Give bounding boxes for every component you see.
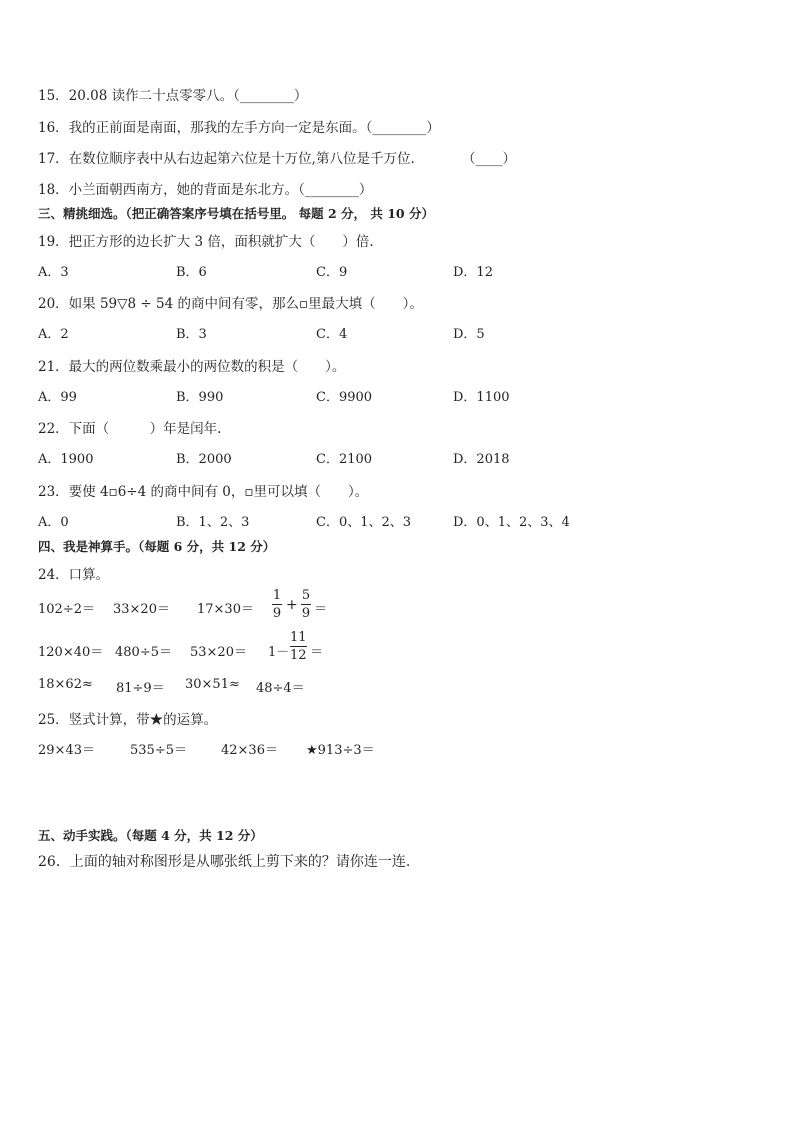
calc-item: 42×36＝ [221, 743, 278, 758]
question-25: 25．竖式计算，带★的运算。 [38, 712, 218, 728]
q23-option-a: A．0 [38, 515, 69, 530]
q19-option-d: D．12 [453, 265, 493, 280]
q23-option-d: D．0、1、2、3、4 [453, 515, 570, 530]
numerator: 5 [301, 588, 311, 603]
denominator: 9 [301, 606, 311, 621]
q21-option-b: B．990 [176, 390, 224, 405]
question-21: 21．最大的两位数乘最小的两位数的积是（ ）。 [38, 359, 346, 375]
question-16: 16．我的正前面是南面，那我的左手方向一定是东面。（________） [38, 120, 440, 136]
question-24: 24．口算。 [38, 567, 110, 583]
numerator: 1 [272, 588, 282, 603]
section-4-heading: 四、我是神算手。（每题 6 分，共 12 分） [38, 539, 276, 554]
question-18: 18．小兰面朝西南方，她的背面是东北方。（________） [38, 182, 373, 198]
q23-option-c: C．0、1、2、3 [316, 515, 412, 530]
denominator: 9 [272, 606, 282, 621]
calc-item: 535÷5＝ [130, 743, 187, 758]
q22-option-c: C．2100 [316, 452, 373, 467]
question-26: 26．上面的轴对称图形是从哪张纸上剪下来的？请你连一连. [38, 854, 411, 870]
q19-option-c: C．9 [316, 265, 348, 280]
calc-item: 29×43＝ [38, 743, 95, 758]
denominator: 12 [290, 648, 307, 663]
fraction-eleven-twelfths [290, 629, 307, 664]
q20-option-a: A．2 [38, 327, 69, 342]
plus-sign: + [286, 597, 298, 613]
calc-item: 102÷2＝ [38, 602, 95, 617]
calc-item: 30×51≈ [185, 677, 240, 692]
section-3-heading: 三、精挑细选。（把正确答案序号填在括号里。 每题 2 分， 共 10 分） [38, 206, 434, 221]
calc-item: 17×30＝ [197, 602, 254, 617]
fraction-one-ninth [272, 587, 282, 622]
question-22: 22．下面（ ）年是闰年. [38, 421, 222, 437]
q20-option-d: D．5 [453, 327, 485, 342]
equals-sign: ＝ [310, 645, 324, 660]
question-23: 23．要使 4▫6÷4 的商中间有 0，▫里可以填（ ）。 [38, 484, 369, 500]
question-19: 19．把正方形的边长扩大 3 倍，面积就扩大（ ）倍. [38, 234, 374, 250]
section-5-heading: 五、动手实践。（每题 4 分，共 12 分） [38, 828, 263, 843]
numerator: 11 [290, 630, 307, 645]
calc-item: 81÷9＝ [116, 681, 165, 696]
q22-option-b: B．2000 [176, 452, 232, 467]
calc-item: 53×20＝ [190, 645, 247, 660]
calc-item: 120×40＝ [38, 645, 104, 660]
q20-option-b: B．3 [176, 327, 207, 342]
q20-option-c: C．4 [316, 327, 348, 342]
q22-option-d: D．2018 [453, 452, 510, 467]
q19-option-a: A．3 [38, 265, 69, 280]
question-20: 20．如果 59▽8 ÷ 54 的商中间有零，那么▫里最大填（ ）。 [38, 296, 423, 312]
calc-item: ★913÷3＝ [306, 743, 375, 758]
q22-option-a: A．1900 [38, 452, 94, 467]
q21-option-a: A．99 [38, 390, 77, 405]
question-17-blank: （____） [462, 151, 516, 167]
question-15: 15．20.08 读作二十点零零八。（________） [38, 88, 308, 104]
question-17: 17．在数位顺序表中从右边起第六位是十万位,第八位是千万位. [38, 151, 415, 167]
q19-option-b: B．6 [176, 265, 207, 280]
calc-item: 480÷5＝ [115, 645, 172, 660]
fraction-five-ninths [301, 587, 311, 622]
equals-sign: ＝ [314, 602, 328, 617]
calc-item: 18×62≈ [38, 677, 93, 692]
calc-item: 48÷4＝ [256, 681, 305, 696]
q21-option-d: D．1100 [453, 390, 510, 405]
one-minus: 1－ [268, 645, 290, 660]
calc-item: 33×20＝ [113, 602, 170, 617]
q23-option-b: B．1、2、3 [176, 515, 250, 530]
q21-option-c: C．9900 [316, 390, 373, 405]
